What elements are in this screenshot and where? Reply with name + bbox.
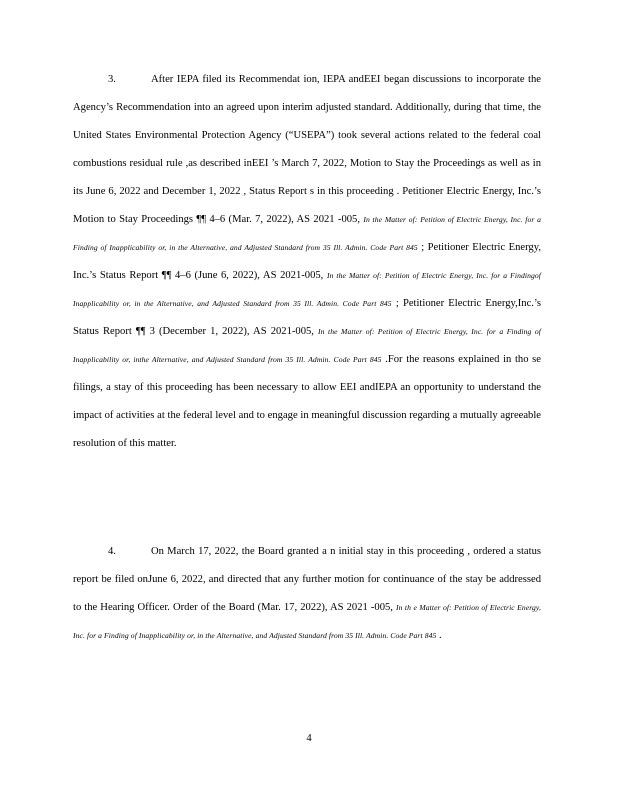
case-caption: In the Matter of: Petition of Electric Energy, Inc. for a Finding of Inapplicability or, in the Alternative, and Adjusted Standard from 35 Ill. Admin. Code Part 845 — [73, 215, 541, 252]
case-caption: In the Matter of: Petition of Electric Energy, Inc. for a Finding of Inapplicability or, inthe Alternative, and Adjusted Standard from 35 Ill. Admin. Code Part 845 — [73, 327, 541, 364]
case-caption: In th e Matter of: Petition of Electric Energy, Inc. for a Finding of Inapplicability or, in the Alternative, and Adjusted Standard from 35 Ill. Admin. Code Part 845 — [73, 603, 541, 640]
paragraph-text: . — [436, 630, 442, 641]
paragraph-text: On March 17, 2022, the Board granted a n initial stay in this proceeding , ordered a status report be filed onJune 6, 2022, and directed that any further motion for continuance of the stay be addressed to the Hearing Officer. Order of the Board (Mar. 17, 2022), AS 2021 -005, — [73, 546, 541, 613]
paragraph-text: After IEPA filed its Recommendat ion, IEPA andEEI began discussions to incorporate the Agency’s Recommendation into an agreed upon interim adjusted standard. Additionally, during that time, the United States Environmental Protection Agency (“USEPA”) took several actions related to the federal coal combustions residual rule ,as described inEEI ’s March 7, 2022, Motion to Stay the Proceedings as well as in its June 6, 2022 and December 1, 2022 , Status Report s in this proceeding . Petitioner Electric Energy, Inc.’s Motion to Stay Proceedings ¶¶ 4–6 (Mar. 7, 2022), AS 2021 -005, — [73, 74, 541, 225]
paragraph-4 — [73, 538, 541, 650]
case-caption: In the Matter of: Petition of Electric Energy, Inc. for a Findingof Inapplicability or, in the Alternative, and Adjusted Standard from 35 Ill. Admin. Code Part 845 — [73, 271, 541, 308]
paragraph-text: ; Petitioner Electric Energy, Inc.’s Status Report ¶¶ 4–6 (June 6, 2022), AS 2021-005, — [73, 242, 541, 281]
paragraph-text: ; Petitioner Electric Energy,Inc.’s Status Report ¶¶ 3 (December 1, 2022), AS 2021-005, — [73, 298, 542, 337]
paragraph-text: .For the reasons explained in tho se filings, a stay of this proceeding has been necessary to allow EEI andIEPA an opportunity to understand the impact of activities at the federal level and to engage in meaningful discussion regarding a mutually agreeable resolution of this matter. — [73, 354, 541, 449]
page-number: 4 — [306, 733, 312, 744]
paragraph-number: 3. — [108, 74, 116, 85]
paragraph-3 — [73, 66, 541, 458]
paragraph-number: 4. — [108, 546, 116, 557]
